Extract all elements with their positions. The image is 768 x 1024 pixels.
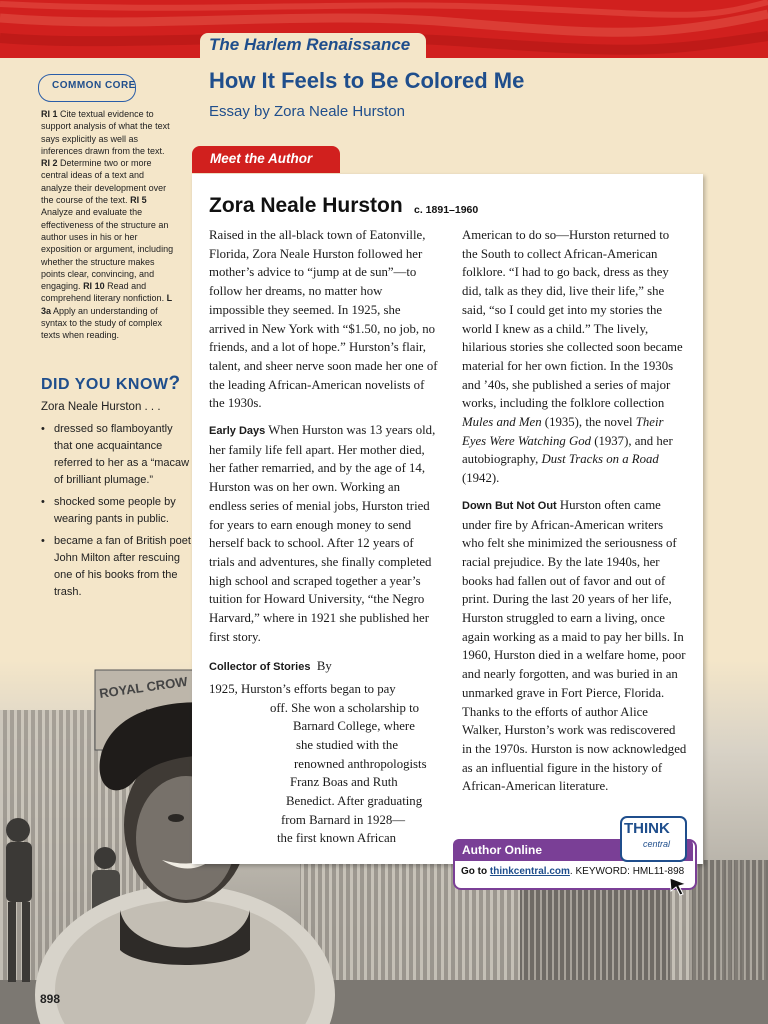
works-text: (1935), the novel xyxy=(541,415,636,430)
selection-subtitle: Essay by Zora Neale Hurston xyxy=(209,103,405,120)
book-title: Their Eyes Were Watching God xyxy=(462,415,664,448)
keyword-text: . KEYWORD: HML11-898 xyxy=(569,866,685,877)
standard-text: Cite textual evidence to support analysis of what the text says explicitly as well as inferences drawn from the text. xyxy=(41,109,170,156)
works-text: (1937), and her autobiography, xyxy=(462,433,673,467)
collector-line xyxy=(209,657,332,677)
sign-text: ROYAL CROW xyxy=(98,673,189,701)
collector-line: Barnard College, where xyxy=(293,719,415,733)
question-mark: ? xyxy=(168,373,181,394)
collector-text: By xyxy=(316,659,332,673)
collector-line: off. She won a scholarship to xyxy=(270,701,420,715)
common-core-label: COMMON CORE xyxy=(52,80,136,91)
standard-code: RI 5 xyxy=(130,195,147,206)
collector-heading: Collector of Stories xyxy=(209,661,311,673)
standard-code: RI 10 xyxy=(83,281,105,292)
standard-text: Apply an understanding of syntax to the study of complex texts when reading. xyxy=(41,305,163,341)
collector-line: Franz Boas and Ruth xyxy=(290,775,398,789)
bio-column-1 xyxy=(209,226,439,654)
book-title: Mules and Men xyxy=(462,415,542,430)
collector-line: she studied with the xyxy=(296,738,399,752)
bio-intro: Raised in the all-black town of Eatonville, Florida, Zora Neale Hurston followed her mother’s advice to “jump at de sun”—to follow her dreams, no matter how impossible they seemed. In 1925, she arrived in New York with “$1.50, no job, no friends, and a lot of hope.” Hurston’s flair, talent, and sheer nerve soon made her one of the leading African-American novelists of the 1930s. xyxy=(209,228,438,411)
collector-line: the first known African xyxy=(277,831,397,845)
unit-title: The Harlem Renaissance xyxy=(209,35,411,54)
go-to-text: Go to xyxy=(461,866,488,877)
standard-code: L 3a xyxy=(41,293,172,316)
meet-author-label: Meet the Author xyxy=(210,151,313,166)
author-dates: c. 1891–1960 xyxy=(414,204,479,216)
early-days-text: When Hurston was 13 years old, her family life fell apart. Her mother died, her father remarried, and by the age of 14, Hurston was on her own. Working an endless series of menial jobs, Hurston tried for years to earn enough money to send herself back to school. After 12 years of trials and adventures, she finally completed high school and scraped together a year’s tuition for Howard University, “the Negro Harvard,” where in 1921 she published her first story. xyxy=(209,423,436,644)
standard-text: Determine two or more central ideas of a text and analyze their development over the course of the text. xyxy=(41,158,167,206)
works-text: (1942). xyxy=(462,471,500,486)
cursor-arrow-icon xyxy=(668,876,690,901)
bio-down xyxy=(462,496,687,796)
bio-works xyxy=(462,226,687,488)
list-item: • became a fan of British poet John Milton after rescuing one of his books from the trash. xyxy=(41,533,191,601)
down-heading: Down But Not Out xyxy=(462,499,557,512)
standard-text: Read and comprehend literary nonfiction. xyxy=(41,281,165,304)
think-central-logo-bottom: central xyxy=(643,839,671,849)
standards-list xyxy=(41,108,176,342)
works-text: American to do so—Hurston returned to the South to collect African-American folklore. “I had to go back, dress as they did, talk as they did, live their life,” she said, “so I could get into my stories the world I knew as a child.” The lively, hilarious stories she collected soon became material for her own fiction. In the 1930s and ’40s, she published a series of major works, including the folklore collection xyxy=(462,228,683,411)
collector-line: renowned anthropologists xyxy=(294,757,427,771)
standard-code: RI 1 xyxy=(41,109,58,119)
thinkcentral-link[interactable]: thinkcentral.com xyxy=(489,866,570,877)
standard-code: RI 2 xyxy=(41,158,58,169)
collector-line: from Barnard in 1928— xyxy=(281,813,406,827)
did-you-know-heading xyxy=(41,373,181,395)
author-name: Zora Neale Hurston xyxy=(209,194,403,217)
standard-text: Analyze and evaluate the effectiveness of the structure an author uses in his or her exposition or argument, including whether the structure makes points clear, convincing, and engaging. xyxy=(41,207,174,292)
down-text: Hurston often came under fire by African-American writers who felt she minimized the seriousness of racial prejudice. By the late 1940s, her books had fallen out of favor and out of print. During the last 20 years of her life, Hurston struggled to earn a living, once again working as a maid to pay her bills. In 1960, Hurston died in a welfare home, poor and nearly forgotten, and was buried in an unmarked grave in Fort Pierce, Florida. Thanks to the efforts of author Alice Walker, Hurston’s work was rediscovered in the 1970s. Hurston is now acknowledged as an influential figure in the history of African-American literature. xyxy=(462,497,687,794)
think-central-logo-top: THINK xyxy=(624,820,670,837)
bio-column-2 xyxy=(462,226,687,804)
list-item: • dressed so flamboyantly that one acquaintance referred to her as a “macaw of brilliant plumage.” xyxy=(41,421,191,489)
list-item: • shocked some people by wearing pants in public. xyxy=(41,494,191,528)
early-days-heading: Early Days xyxy=(209,425,266,438)
did-you-know-text: DID YOU KNOW xyxy=(41,376,169,393)
collector-line: Benedict. After graduating xyxy=(286,794,423,808)
author-online-text xyxy=(461,866,684,877)
book-title: Dust Tracks on a Road xyxy=(541,452,659,467)
did-you-know-intro: Zora Neale Hurston . . . xyxy=(41,401,161,413)
bio-early-days xyxy=(209,421,439,646)
selection-title: How It Feels to Be Colored Me xyxy=(209,68,525,93)
did-you-know-list xyxy=(41,421,191,606)
author-online-label: Author Online xyxy=(462,843,542,857)
page-number: 898 xyxy=(40,992,61,1006)
collector-line: 1925, Hurston’s efforts began to pay xyxy=(209,682,396,696)
